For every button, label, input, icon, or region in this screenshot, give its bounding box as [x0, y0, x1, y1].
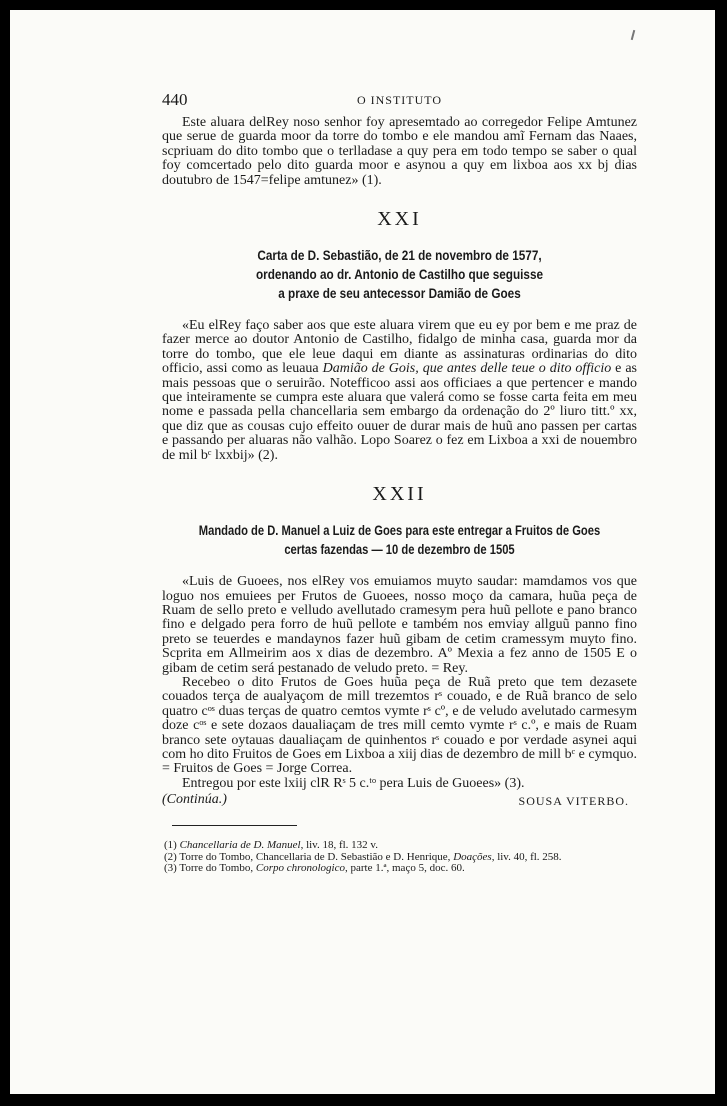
footnote-marker: (2) [164, 850, 177, 863]
footnote [162, 863, 637, 875]
author-signature: SOUSA VITERBO. [518, 794, 629, 809]
footnote-text: Torre do Tombo, Chancellaria de D. Sebastião e D. Henrique, [179, 850, 454, 863]
continua-note: (Continúa.) [162, 792, 227, 808]
title-line: Mandado de D. Manuel a Luiz de Goes para este entregar a Fruitos de Goes [198, 522, 601, 539]
footnote-text: , liv. 40, fl. 258. [491, 850, 562, 863]
section-body-xxii-paragraph-1: «Luis de Guoees, nos elRey vos emuiamos muyto saudar: mamdamos vos que loguo nos emuiees per Frutos de Guoees, nosso moço da camara, huũa peça de Ruam de sello preto e velludo avellutado cramesym pera huũ pellote e pano branco fino e delgado pera forro de huũ pellote e também nos emviay allguũ panno fino preto se teuerdes e mandaynos fazer huũ gibam de cetim cramessym muyto fino. Scprita em Allmeirim aos x dias de dezembro. Aº Mexia a fez anno de 1505 E o gibam de cetim será pestanado de veludo preto. = Rey. [162, 574, 637, 676]
section-body-xxi [162, 319, 637, 463]
footnote-title: Chancellaria de D. Manuel [179, 839, 301, 852]
intro-paragraph: Este aluara delRey noso senhor foy apresemtado ao corregedor Felipe Amtunez que serue de guarda moor da torre do tombo e ele mandou amĩ Fernam das Naaes, scpriuam do dito tombo que o terlladase a quy pera em todo tempo se saber o qual foy comcertado pelo dito guarda moor e asynou a quy em lixboa aos xx bj dias doutubro de 1547=felipe amtunez» (1). [162, 115, 637, 188]
page-header [162, 90, 637, 116]
title-line: ordenando ao dr. Antonio de Castilho que seguisse [255, 266, 544, 283]
title-line: certas fazendas — 10 de dezembro de 1505 [284, 541, 515, 558]
footnote-marker: (3) [164, 862, 177, 875]
footnote-rule [172, 825, 297, 826]
section-body-xxii-paragraph-3: Entregou por este lxiij clR Rˢ 5 c.ᵗᵒ pera Luis de Guoees» (3). [182, 775, 525, 791]
running-title: O INSTITUTO [356, 93, 443, 107]
footnotes [162, 840, 637, 875]
body-text-italic: Damião de Gois, que antes delle teue o dito officio [322, 361, 612, 377]
scan-mark [631, 30, 636, 40]
footnote-title: Corpo chronologico [255, 862, 345, 875]
body-text: «Eu elRey faço saber aos que este aluara virem que eu ey por bem e me praz de fazer merce ao doutor Antonio de Castilho, fidalgo de minha casa, guarda mor da torre do tombo, que ele leue daqui em diante as assinaturas ordinarias do dito officio, assi como as leuaua [162, 318, 637, 377]
footnote-title: Doações [453, 850, 492, 863]
book-page [10, 10, 715, 1094]
title-line: a praxe de seu antecessor Damião de Goes [278, 285, 521, 302]
footnote-marker: (1) [164, 839, 177, 852]
page-number: 440 [162, 90, 188, 109]
footnote-text: , liv. 18, fl. 132 v. [300, 839, 378, 852]
section-number-xxi: XXI [377, 208, 422, 231]
title-line: Carta de D. Sebastião, de 21 de novembro de 1577, [257, 247, 542, 264]
page-content [162, 90, 637, 875]
section-title-xxi [200, 246, 599, 303]
signature-row [162, 792, 637, 808]
footnote-text: Torre do Tombo, [179, 862, 256, 875]
section-body-xxii-paragraph-2: Recebeo o dito Frutos de Goes huũa peça de Ruã preto que tem dezasete couados terça de aualyaçom de mill trezemtos rˢ couado, e de Ruã branco de selo quatro cᵒˢ duas terças de quatro cemtos vymte rˢ cº, e de veludo avelutado carmesym doze cᵒˢ e sete dozaos daualiaçam de tres mill cemto vymte rˢ c.º, e mais de Ruam branco sete oytauas daualiaçam de quinhentos rˢ couado e por verdade asynei aqui com ho dito Fruitos de Goes em Lixboa a xiij dias de dezembro de mill bᶜ e cymquo. = Fruitos de Goes = Jorge Correa. [162, 674, 637, 777]
footnote-text: , parte 1.ª, maço 5, doc. 60. [344, 862, 465, 875]
section-number-xxii: XXII [372, 483, 427, 506]
section-title-xxii [187, 521, 612, 559]
body-text: e as mais pessoas que o seruirão. Notefficoo assi aos officiaes a que pertencer e mando que inteiramente se cumpra este aluara que valerá como se fosse carta feita em meu nome e passada pella chancellaria sem embargo da ordenação do 2º liuro titt.º xx, que diz que as cousas cujo effeito ouuer de durar mais de huũ ano passen per cartas e passando per aluaras não valhão. Lopo Soarez o fez em Lixboa a xxi de nouembro de mil bᶜ lxxbij» (2). [162, 361, 637, 463]
